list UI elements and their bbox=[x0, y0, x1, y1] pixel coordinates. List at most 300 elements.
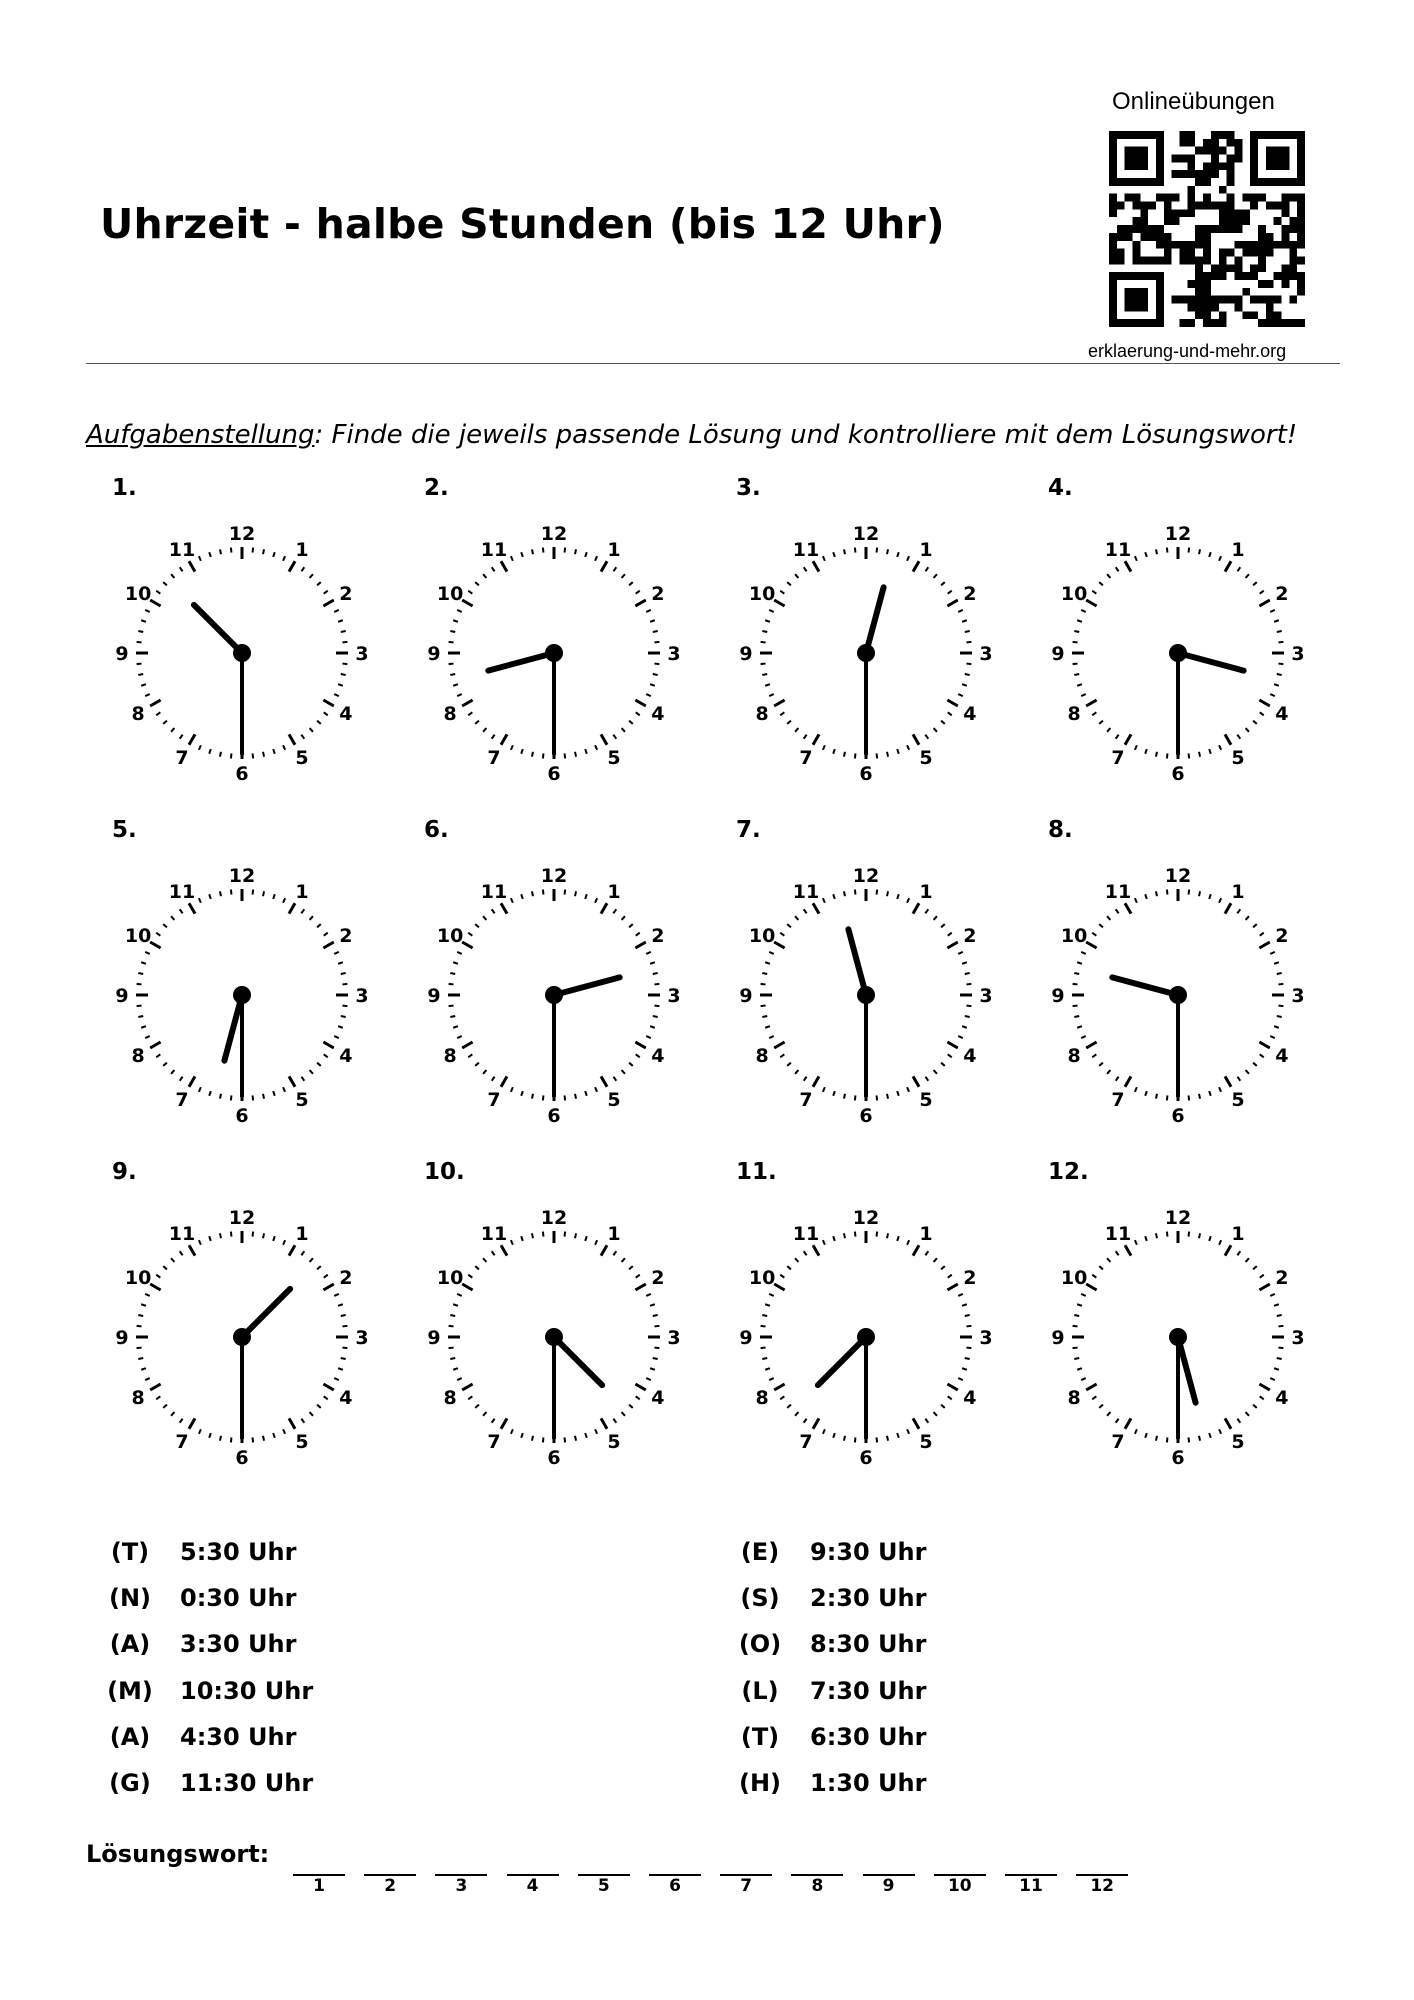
minute-tick bbox=[341, 973, 346, 974]
qr-module bbox=[1219, 225, 1227, 233]
minute-tick bbox=[1156, 891, 1157, 896]
answer-time: 5:30 Uhr bbox=[180, 1538, 297, 1566]
minute-tick bbox=[1074, 1315, 1079, 1316]
minute-tick bbox=[341, 1315, 346, 1316]
minute-tick bbox=[1278, 664, 1283, 665]
minute-tick bbox=[855, 890, 856, 895]
clock-numeral: 1 bbox=[607, 881, 621, 904]
minute-tick bbox=[475, 721, 479, 724]
minute-tick bbox=[585, 894, 587, 899]
minute-tick bbox=[1074, 973, 1079, 974]
qr-module bbox=[1219, 296, 1227, 304]
clock-numeral: 8 bbox=[755, 703, 769, 725]
clock-numeral: 7 bbox=[1111, 746, 1125, 769]
minute-tick bbox=[342, 1348, 347, 1349]
qr-module bbox=[1297, 194, 1305, 202]
minute-tick bbox=[475, 1266, 479, 1269]
minute-tick bbox=[907, 745, 909, 750]
minute-tick bbox=[855, 1232, 856, 1237]
qr-module bbox=[1203, 178, 1211, 186]
minute-tick bbox=[907, 1429, 909, 1434]
minute-tick bbox=[220, 891, 221, 896]
solution-blank[interactable] bbox=[720, 1844, 772, 1876]
clock-numeral: 2 bbox=[963, 1267, 977, 1289]
qr-module bbox=[1156, 311, 1164, 319]
qr-module bbox=[1164, 249, 1172, 257]
solution-label: Lösungswort: bbox=[86, 1840, 270, 1868]
minute-tick bbox=[543, 1437, 544, 1442]
hour-tick bbox=[813, 561, 819, 571]
minute-tick bbox=[1278, 1326, 1283, 1327]
qr-module bbox=[1148, 202, 1156, 210]
task-text: : Finde die jeweils passende Lösung und kontrolliere mit dem Lösungswort! bbox=[314, 420, 1298, 450]
minute-tick bbox=[449, 1326, 454, 1327]
minute-tick bbox=[795, 916, 798, 920]
task-instruction bbox=[86, 420, 1297, 450]
qr-module bbox=[1156, 131, 1164, 139]
minute-tick bbox=[171, 574, 174, 578]
clock-numeral: 3 bbox=[1291, 643, 1305, 665]
minute-tick bbox=[483, 1412, 486, 1416]
solution-slot-number: 3 bbox=[455, 1876, 468, 1896]
qr-module bbox=[1242, 194, 1250, 202]
qr-module bbox=[1211, 225, 1219, 233]
clock-numeral: 10 bbox=[436, 1267, 464, 1289]
minute-tick bbox=[492, 1251, 495, 1255]
minute-tick bbox=[622, 916, 625, 920]
hour-tick bbox=[189, 1245, 195, 1255]
hour-tick bbox=[774, 1042, 784, 1048]
minute-tick bbox=[769, 952, 774, 954]
minute-tick bbox=[1199, 1094, 1200, 1099]
qr-module bbox=[1140, 147, 1148, 155]
minute-tick bbox=[543, 890, 544, 895]
hour-tick bbox=[635, 1284, 645, 1290]
qr-module bbox=[1274, 147, 1282, 155]
minute-tick bbox=[613, 1419, 616, 1423]
minute-tick bbox=[511, 556, 513, 561]
solution-blank[interactable] bbox=[1076, 1844, 1128, 1876]
qr-module bbox=[1148, 225, 1156, 233]
minute-tick bbox=[1199, 549, 1200, 554]
clock-numeral: 5 bbox=[919, 1430, 933, 1453]
answer-letter: (G) bbox=[109, 1769, 151, 1797]
answer-letter: (O) bbox=[738, 1630, 782, 1658]
qr-module bbox=[1242, 311, 1250, 319]
solution-blank[interactable] bbox=[507, 1844, 559, 1876]
answer-letter: (A) bbox=[109, 1630, 151, 1658]
qr-module bbox=[1227, 209, 1235, 217]
minute-tick bbox=[948, 712, 952, 715]
minute-tick bbox=[449, 642, 454, 643]
minute-tick bbox=[965, 674, 970, 675]
minute-tick bbox=[1107, 1070, 1110, 1074]
clock-numeral: 12 bbox=[228, 865, 256, 887]
solution-slot-number: 12 bbox=[1090, 1876, 1115, 1896]
hour-tick bbox=[323, 600, 333, 606]
minute-tick bbox=[310, 1258, 313, 1262]
minute-tick bbox=[1156, 1233, 1157, 1238]
clock-6 bbox=[412, 817, 681, 1127]
minute-tick bbox=[934, 574, 937, 578]
minute-tick bbox=[958, 610, 963, 612]
minute-tick bbox=[765, 1026, 770, 1028]
minute-tick bbox=[780, 591, 784, 594]
clock-number: 1. bbox=[112, 475, 137, 501]
clock-numeral: 8 bbox=[755, 1387, 769, 1409]
qr-module bbox=[1266, 178, 1274, 186]
minute-tick bbox=[1077, 684, 1082, 686]
minute-tick bbox=[646, 610, 651, 612]
qr-module bbox=[1266, 131, 1274, 139]
minute-tick bbox=[1270, 694, 1275, 696]
minute-tick bbox=[483, 1070, 486, 1074]
qr-module bbox=[1227, 194, 1235, 202]
solution-blank[interactable] bbox=[934, 1844, 986, 1876]
minute-tick bbox=[1270, 952, 1275, 954]
qr-module bbox=[1219, 249, 1227, 257]
qr-module bbox=[1211, 170, 1219, 178]
qr-module bbox=[1258, 178, 1266, 186]
clock-numeral: 10 bbox=[124, 925, 152, 947]
qr-module bbox=[1297, 209, 1305, 217]
clock-numeral: 9 bbox=[739, 985, 753, 1007]
solution-blank[interactable] bbox=[293, 1844, 345, 1876]
qr-module bbox=[1258, 241, 1266, 249]
clock-numeral: 12 bbox=[540, 523, 568, 545]
minute-tick bbox=[1260, 1396, 1264, 1399]
minute-tick bbox=[925, 735, 928, 739]
minute-tick bbox=[156, 712, 160, 715]
clock-numeral: 10 bbox=[748, 583, 776, 605]
clock-numeral: 7 bbox=[1111, 1088, 1125, 1111]
minute-tick bbox=[804, 1251, 807, 1255]
minute-tick bbox=[324, 1275, 328, 1278]
clock-numeral: 8 bbox=[1067, 1045, 1081, 1067]
qr-module bbox=[1297, 288, 1305, 296]
clock-numeral: 7 bbox=[175, 1430, 189, 1453]
minute-tick bbox=[833, 1236, 835, 1241]
qr-module bbox=[1234, 303, 1242, 311]
clock-numeral: 10 bbox=[1060, 583, 1088, 605]
clock-face bbox=[100, 837, 369, 1127]
minute-tick bbox=[941, 924, 945, 927]
solution-slot-number: 5 bbox=[597, 1876, 610, 1896]
hour-tick bbox=[1259, 700, 1269, 706]
minute-tick bbox=[449, 1348, 454, 1349]
minute-tick bbox=[324, 712, 328, 715]
minute-tick bbox=[958, 694, 963, 696]
minute-tick bbox=[492, 567, 495, 571]
clock-center bbox=[545, 986, 563, 1004]
qr-module bbox=[1250, 296, 1258, 304]
minute-tick bbox=[934, 1412, 937, 1416]
minute-tick bbox=[1219, 1240, 1221, 1245]
hour-tick bbox=[947, 1384, 957, 1390]
minute-tick bbox=[965, 1358, 970, 1359]
minute-tick bbox=[532, 891, 533, 896]
clock-face bbox=[100, 1179, 369, 1469]
qr-module bbox=[1250, 194, 1258, 202]
minute-tick bbox=[761, 984, 766, 985]
qr-module bbox=[1109, 233, 1117, 241]
minute-tick bbox=[483, 728, 486, 732]
minute-tick bbox=[1237, 567, 1240, 571]
minute-tick bbox=[138, 631, 143, 632]
hour-tick bbox=[462, 1384, 472, 1390]
qr-module bbox=[1203, 272, 1211, 280]
minute-tick bbox=[334, 610, 339, 612]
minute-tick bbox=[453, 1368, 458, 1370]
minute-tick bbox=[780, 712, 784, 715]
minute-tick bbox=[138, 1315, 143, 1316]
qr-module bbox=[1281, 131, 1289, 139]
clock-numeral: 11 bbox=[792, 539, 820, 562]
clock-numeral: 5 bbox=[295, 1088, 309, 1111]
clock-numeral: 5 bbox=[607, 746, 621, 769]
minute-tick bbox=[653, 1358, 658, 1359]
clock-numeral: 3 bbox=[667, 1327, 681, 1349]
qr-module bbox=[1289, 296, 1297, 304]
minute-tick bbox=[966, 664, 971, 665]
solution-blank[interactable] bbox=[863, 1844, 915, 1876]
qr-module bbox=[1164, 202, 1172, 210]
qr-module bbox=[1219, 319, 1227, 327]
qr-module bbox=[1250, 162, 1258, 170]
minute-tick bbox=[1246, 574, 1249, 578]
qr-module bbox=[1117, 249, 1125, 257]
minute-tick bbox=[1167, 1095, 1168, 1100]
answer-time: 7:30 Uhr bbox=[810, 1677, 927, 1705]
minute-tick bbox=[163, 1405, 167, 1408]
hour-tick bbox=[323, 1384, 333, 1390]
clock-number: 3. bbox=[736, 475, 761, 501]
minute-tick bbox=[1246, 1258, 1249, 1262]
minute-tick bbox=[273, 894, 275, 899]
minute-tick bbox=[145, 1294, 150, 1296]
clock-2 bbox=[412, 475, 681, 785]
solution-blank[interactable] bbox=[649, 1844, 701, 1876]
minute-tick bbox=[253, 753, 254, 758]
minute-tick bbox=[137, 1006, 142, 1007]
minute-tick bbox=[629, 582, 633, 585]
qr-module bbox=[1187, 280, 1195, 288]
clock-face bbox=[724, 1179, 993, 1469]
qr-module bbox=[1203, 303, 1211, 311]
qr-module bbox=[1148, 256, 1156, 264]
clock-numeral: 12 bbox=[228, 1207, 256, 1229]
qr-module bbox=[1109, 311, 1117, 319]
qr-module bbox=[1219, 162, 1227, 170]
qr-module bbox=[1242, 272, 1250, 280]
clock-numeral: 4 bbox=[963, 1387, 977, 1409]
minute-tick bbox=[317, 924, 321, 927]
hour-tick bbox=[947, 700, 957, 706]
minute-tick bbox=[1278, 1006, 1283, 1007]
clock-numeral: 8 bbox=[131, 1387, 145, 1409]
hour-tick bbox=[1125, 561, 1131, 571]
minute-tick bbox=[532, 1233, 533, 1238]
hour-hand bbox=[488, 653, 554, 671]
qr-module bbox=[1125, 162, 1133, 170]
qr-module bbox=[1250, 178, 1258, 186]
minute-tick bbox=[653, 973, 658, 974]
qr-module bbox=[1250, 170, 1258, 178]
qr-module bbox=[1156, 280, 1164, 288]
qr-module bbox=[1156, 225, 1164, 233]
minute-tick bbox=[156, 933, 160, 936]
minute-tick bbox=[1277, 1315, 1282, 1316]
qr-module bbox=[1133, 256, 1141, 264]
clock-center bbox=[233, 1328, 251, 1346]
qr-module bbox=[1266, 319, 1274, 327]
clock-face bbox=[1036, 837, 1305, 1127]
minute-tick bbox=[317, 1266, 321, 1269]
minute-tick bbox=[483, 916, 486, 920]
qr-module bbox=[1148, 272, 1156, 280]
minute-tick bbox=[137, 1326, 142, 1327]
minute-tick bbox=[595, 1240, 597, 1245]
minute-tick bbox=[163, 582, 167, 585]
qr-module bbox=[1250, 139, 1258, 147]
minute-tick bbox=[1081, 1036, 1086, 1038]
minute-tick bbox=[948, 591, 952, 594]
qr-module bbox=[1195, 233, 1203, 241]
qr-module bbox=[1297, 155, 1305, 163]
minute-tick bbox=[650, 1026, 655, 1028]
clock-numeral: 8 bbox=[131, 703, 145, 725]
hour-tick bbox=[635, 600, 645, 606]
minute-tick bbox=[769, 610, 774, 612]
minute-tick bbox=[301, 735, 304, 739]
site-url[interactable]: erklaerung-und-mehr.org bbox=[1088, 341, 1287, 361]
solution-blank[interactable] bbox=[791, 1844, 843, 1876]
hour-tick bbox=[1086, 700, 1096, 706]
qr-module bbox=[1258, 256, 1266, 264]
clock-numeral: 3 bbox=[667, 643, 681, 665]
minute-tick bbox=[1081, 952, 1086, 954]
minute-tick bbox=[138, 973, 143, 974]
qr-module bbox=[1117, 202, 1125, 210]
qr-code-icon[interactable] bbox=[1109, 131, 1305, 327]
qr-module bbox=[1289, 217, 1297, 225]
qr-module bbox=[1289, 256, 1297, 264]
answer-time: 3:30 Uhr bbox=[180, 1630, 297, 1658]
minute-tick bbox=[1107, 1258, 1110, 1262]
minute-tick bbox=[595, 1087, 597, 1092]
minute-tick bbox=[654, 1006, 659, 1007]
qr-module bbox=[1140, 233, 1148, 241]
qr-module bbox=[1140, 319, 1148, 327]
solution-blank[interactable] bbox=[435, 1844, 487, 1876]
qr-module bbox=[1219, 264, 1227, 272]
minute-tick bbox=[877, 1095, 878, 1100]
solution-blank[interactable] bbox=[578, 1844, 630, 1876]
hour-tick bbox=[1125, 1418, 1131, 1428]
hour-tick bbox=[1225, 734, 1231, 744]
qr-module bbox=[1117, 233, 1125, 241]
minute-tick bbox=[823, 556, 825, 561]
minute-tick bbox=[636, 933, 640, 936]
clock-numeral: 6 bbox=[1171, 1447, 1185, 1469]
solution-blank[interactable] bbox=[1005, 1844, 1057, 1876]
minute-tick bbox=[958, 1294, 963, 1296]
qr-module bbox=[1133, 194, 1141, 202]
qr-module bbox=[1266, 202, 1274, 210]
clock-numeral: 1 bbox=[919, 881, 933, 904]
minute-tick bbox=[453, 962, 458, 964]
minute-tick bbox=[1253, 721, 1257, 724]
minute-tick bbox=[629, 1405, 633, 1408]
minute-tick bbox=[833, 749, 835, 754]
minute-tick bbox=[1156, 752, 1157, 757]
minute-tick bbox=[1081, 694, 1086, 696]
minute-tick bbox=[958, 952, 963, 954]
qr-module bbox=[1156, 296, 1164, 304]
hour-tick bbox=[1259, 600, 1269, 606]
minute-tick bbox=[780, 1054, 784, 1057]
answer-time: 8:30 Uhr bbox=[810, 1630, 927, 1658]
minute-tick bbox=[1145, 749, 1147, 754]
solution-blank[interactable] bbox=[364, 1844, 416, 1876]
minute-tick bbox=[1077, 1304, 1082, 1306]
minute-tick bbox=[253, 1095, 254, 1100]
minute-tick bbox=[231, 1232, 232, 1237]
minute-tick bbox=[1253, 582, 1257, 585]
minute-tick bbox=[199, 1429, 201, 1434]
qr-module bbox=[1219, 217, 1227, 225]
minute-tick bbox=[948, 1275, 952, 1278]
clock-numeral: 11 bbox=[480, 539, 508, 562]
minute-tick bbox=[613, 1077, 616, 1081]
qr-module bbox=[1133, 155, 1141, 163]
qr-module bbox=[1274, 241, 1282, 249]
qr-module bbox=[1156, 170, 1164, 178]
minute-tick bbox=[1135, 745, 1137, 750]
minute-tick bbox=[1189, 1232, 1190, 1237]
clock-numeral: 1 bbox=[919, 1223, 933, 1246]
minute-tick bbox=[965, 631, 970, 632]
minute-tick bbox=[1167, 753, 1168, 758]
minute-tick bbox=[450, 1016, 455, 1017]
qr-module bbox=[1109, 303, 1117, 311]
hour-tick bbox=[323, 1284, 333, 1290]
minute-tick bbox=[511, 1240, 513, 1245]
minute-tick bbox=[1135, 1087, 1137, 1092]
qr-module bbox=[1281, 209, 1289, 217]
minute-tick bbox=[765, 1368, 770, 1370]
qr-module bbox=[1250, 241, 1258, 249]
minute-tick bbox=[253, 1437, 254, 1442]
minute-tick bbox=[613, 1251, 616, 1255]
qr-module bbox=[1266, 155, 1274, 163]
qr-module bbox=[1117, 178, 1125, 186]
minute-tick bbox=[654, 984, 659, 985]
minute-tick bbox=[585, 552, 587, 557]
minute-tick bbox=[575, 891, 576, 896]
minute-tick bbox=[877, 753, 878, 758]
minute-tick bbox=[1260, 933, 1264, 936]
clock-4 bbox=[1036, 475, 1305, 785]
minute-tick bbox=[521, 1433, 523, 1438]
qr-module bbox=[1156, 162, 1164, 170]
minute-tick bbox=[450, 1315, 455, 1316]
minute-tick bbox=[338, 962, 343, 964]
minute-tick bbox=[283, 1240, 285, 1245]
minute-tick bbox=[231, 753, 232, 758]
minute-tick bbox=[145, 1378, 150, 1380]
minute-tick bbox=[342, 1326, 347, 1327]
